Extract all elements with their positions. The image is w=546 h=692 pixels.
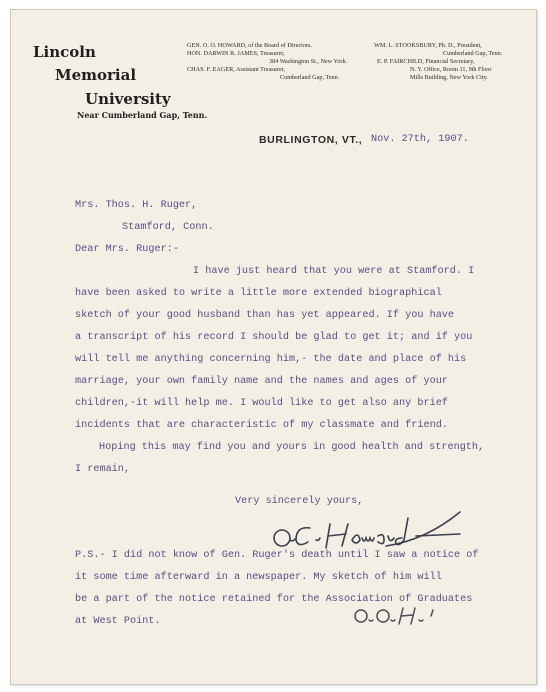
letterhead-officers-right bbox=[374, 42, 502, 82]
signature-image bbox=[266, 510, 466, 552]
officer-line: N. Y. Office, Room 11, 9th Floor bbox=[410, 66, 492, 73]
logo-line-4: Near Cumberland Gap, Tenn. bbox=[77, 110, 208, 120]
postscript-line: it some time afterward in a newspaper. My sketch of him will bbox=[75, 572, 442, 583]
logo-line-1: Lincoln bbox=[33, 43, 96, 61]
initials-image bbox=[349, 602, 449, 628]
officer-line: Cumberland Gap, Tenn. bbox=[443, 50, 503, 57]
officer-line: HON. DARWIN R. JAMES, Treasurer, bbox=[187, 50, 285, 57]
body-line: sketch of your good husband than has yet appeared. If you have bbox=[75, 310, 455, 321]
postscript-line: P.S.- I did not know of Gen. Ruger's death until I saw a notice of bbox=[75, 550, 479, 561]
officer-line: GEN. O. O. HOWARD, of the Board of Directors. bbox=[187, 42, 312, 49]
body-line: have been asked to write a little more extended biographical bbox=[75, 288, 442, 299]
officer-line: CHAS. F. EAGER, Assistant Treasurer, bbox=[187, 66, 285, 73]
body-line: I have just heard that you were at Stamford. I bbox=[193, 266, 475, 277]
logo-line-3: University bbox=[85, 90, 171, 108]
body-line: children,-it will help me. I would like to get also any brief bbox=[75, 398, 448, 409]
postscript-line: be a part of the notice retained for the Association of Graduates bbox=[75, 594, 473, 605]
logo-line-2: Memorial bbox=[55, 66, 137, 84]
body-line: I remain, bbox=[75, 464, 131, 475]
recipient-place: Stamford, Conn. bbox=[122, 222, 214, 233]
letter-page bbox=[10, 9, 537, 685]
body-line: marriage, your own family name and the names and ages of your bbox=[75, 376, 448, 387]
body-line: a transcript of his record I should be glad to get it; and if you bbox=[75, 332, 473, 343]
salutation: Dear Mrs. Ruger:- bbox=[75, 244, 179, 255]
body-line: incidents that are characteristic of my classmate and friend. bbox=[75, 420, 448, 431]
officer-line: Cumberland Gap, Tenn. bbox=[280, 74, 340, 81]
body-line: will tell me anything concerning him,- the date and place of his bbox=[75, 354, 467, 365]
officer-line: Mills Building, New York City. bbox=[410, 74, 488, 81]
officer-line: WM. L. STOOKSBURY, Ph. D., President, bbox=[374, 42, 482, 49]
letter-date: Nov. 27th, 1907. bbox=[371, 134, 469, 145]
letterhead-officers-left bbox=[187, 42, 347, 82]
officer-line: E. P. FAIRCHILD, Financial Secretary, bbox=[377, 58, 475, 65]
postscript-line: at West Point. bbox=[75, 616, 161, 627]
letterhead-place: BURLINGTON, VT., bbox=[259, 134, 363, 146]
closing: Very sincerely yours, bbox=[235, 496, 364, 507]
officer-line: 384 Washington St., New York. bbox=[269, 58, 348, 65]
body-line: Hoping this may find you and yours in good health and strength, bbox=[99, 442, 485, 453]
recipient-name: Mrs. Thos. H. Ruger, bbox=[75, 200, 198, 211]
